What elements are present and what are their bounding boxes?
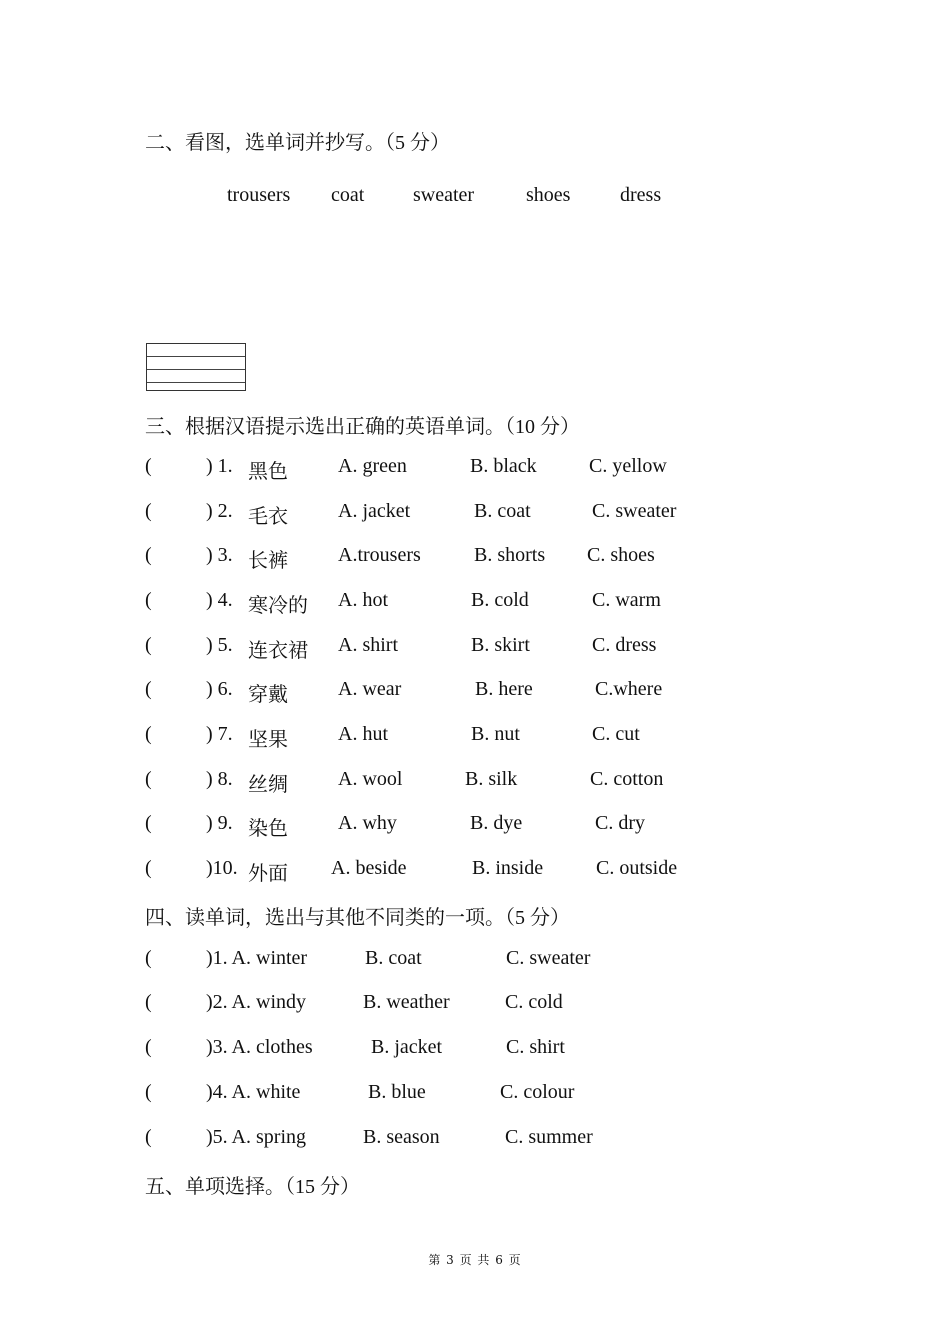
page-number-footer: 第 3 页 共 6 页	[428, 1253, 522, 1267]
question-number: ) 8.	[206, 768, 233, 790]
chinese-prompt: 穿戴	[248, 684, 288, 706]
chinese-prompt: 寒冷的	[248, 595, 308, 617]
answer-blank-paren[interactable]: (	[145, 812, 152, 834]
option-a: A. shirt	[338, 634, 398, 656]
option-a: A. hot	[338, 589, 388, 611]
option-c: C.where	[595, 678, 663, 700]
writing-line	[147, 369, 245, 370]
writing-line	[147, 356, 245, 357]
option-c: C. cold	[505, 991, 563, 1013]
question-number: ) 1.	[206, 455, 233, 477]
option-a: A. why	[338, 812, 397, 834]
answer-blank-paren[interactable]: (	[145, 768, 152, 790]
answer-blank-paren[interactable]: (	[145, 678, 152, 700]
word-bank-item: dress	[620, 184, 662, 206]
answer-blank-paren[interactable]: (	[145, 857, 152, 879]
option-b: B. blue	[368, 1081, 426, 1103]
question-number: ) 6.	[206, 678, 233, 700]
answer-blank-paren[interactable]: (	[145, 634, 152, 656]
option-a: )3. A. clothes	[206, 1036, 313, 1058]
option-b: B. nut	[471, 723, 520, 745]
option-a: )5. A. spring	[206, 1126, 306, 1148]
answer-blank-paren[interactable]: (	[145, 544, 152, 566]
option-b: B. skirt	[471, 634, 530, 656]
option-c: C. colour	[500, 1081, 575, 1103]
writing-line	[147, 382, 245, 383]
question-number: ) 3.	[206, 544, 233, 566]
question-number: ) 4.	[206, 589, 233, 611]
answer-blank-paren[interactable]: (	[145, 1126, 152, 1148]
option-a: )2. A. windy	[206, 991, 306, 1013]
option-b: B. black	[470, 455, 537, 477]
option-a: A. hut	[338, 723, 388, 745]
section-4-heading: 四、读单词，选出与其他不同类的一项。（5 分）	[145, 907, 570, 929]
chinese-prompt: 丝绸	[248, 774, 288, 796]
section-3-heading: 三、根据汉语提示选出正确的英语单词。（10 分）	[145, 416, 580, 438]
option-c: C. summer	[505, 1126, 593, 1148]
answer-blank-paren[interactable]: (	[145, 1081, 152, 1103]
option-c: C. sweater	[506, 947, 591, 969]
question-number: ) 5.	[206, 634, 233, 656]
answer-blank-paren[interactable]: (	[145, 723, 152, 745]
question-number: ) 7.	[206, 723, 233, 745]
option-a: )4. A. white	[206, 1081, 301, 1103]
option-a: A.trousers	[338, 544, 421, 566]
option-c: C. dress	[592, 634, 657, 656]
option-c: C. sweater	[592, 500, 677, 522]
option-a: A. jacket	[338, 500, 411, 522]
word-bank-item: shoes	[526, 184, 571, 206]
answer-blank-paren[interactable]: (	[145, 991, 152, 1013]
option-c: C. yellow	[589, 455, 667, 477]
option-b: B. silk	[465, 768, 518, 790]
option-b: B. coat	[365, 947, 422, 969]
option-a: )1. A. winter	[206, 947, 308, 969]
chinese-prompt: 坚果	[248, 729, 288, 751]
option-b: B. jacket	[371, 1036, 443, 1058]
answer-blank-paren[interactable]: (	[145, 1036, 152, 1058]
option-b: B. cold	[471, 589, 529, 611]
word-bank-item: trousers	[227, 184, 291, 206]
chinese-prompt: 长裤	[248, 550, 288, 572]
option-a: A. wool	[338, 768, 403, 790]
option-c: C. warm	[592, 589, 661, 611]
answer-blank-paren[interactable]: (	[145, 455, 152, 477]
question-number: ) 2.	[206, 500, 233, 522]
word-bank-item: sweater	[413, 184, 475, 206]
option-c: C. cotton	[590, 768, 664, 790]
chinese-prompt: 染色	[248, 818, 288, 840]
question-number: )10.	[206, 857, 238, 879]
option-c: C. outside	[596, 857, 678, 879]
chinese-prompt: 毛衣	[248, 506, 288, 528]
option-c: C. shoes	[587, 544, 655, 566]
word-bank-item: coat	[331, 184, 365, 206]
option-b: B. inside	[472, 857, 544, 879]
option-a: A. wear	[338, 678, 402, 700]
answer-blank-paren[interactable]: (	[145, 589, 152, 611]
answer-blank-paren[interactable]: (	[145, 947, 152, 969]
option-b: B. coat	[474, 500, 531, 522]
option-a: A. beside	[331, 857, 407, 879]
option-b: B. here	[475, 678, 533, 700]
option-c: C. shirt	[506, 1036, 565, 1058]
chinese-prompt: 连衣裙	[248, 640, 308, 662]
chinese-prompt: 黑色	[248, 461, 288, 483]
option-a: A. green	[338, 455, 407, 477]
option-b: B. dye	[470, 812, 523, 834]
option-b: B. weather	[363, 991, 450, 1013]
chinese-prompt: 外面	[248, 863, 288, 885]
option-c: C. dry	[595, 812, 645, 834]
question-number: ) 9.	[206, 812, 233, 834]
section-5-heading: 五、单项选择。（15 分）	[145, 1176, 360, 1198]
answer-blank-paren[interactable]: (	[145, 500, 152, 522]
option-c: C. cut	[592, 723, 640, 745]
option-b: B. season	[363, 1126, 440, 1148]
handwriting-lines-box	[146, 343, 246, 391]
section-2-heading: 二、看图，选单词并抄写。（5 分）	[145, 132, 450, 154]
option-b: B. shorts	[474, 544, 546, 566]
